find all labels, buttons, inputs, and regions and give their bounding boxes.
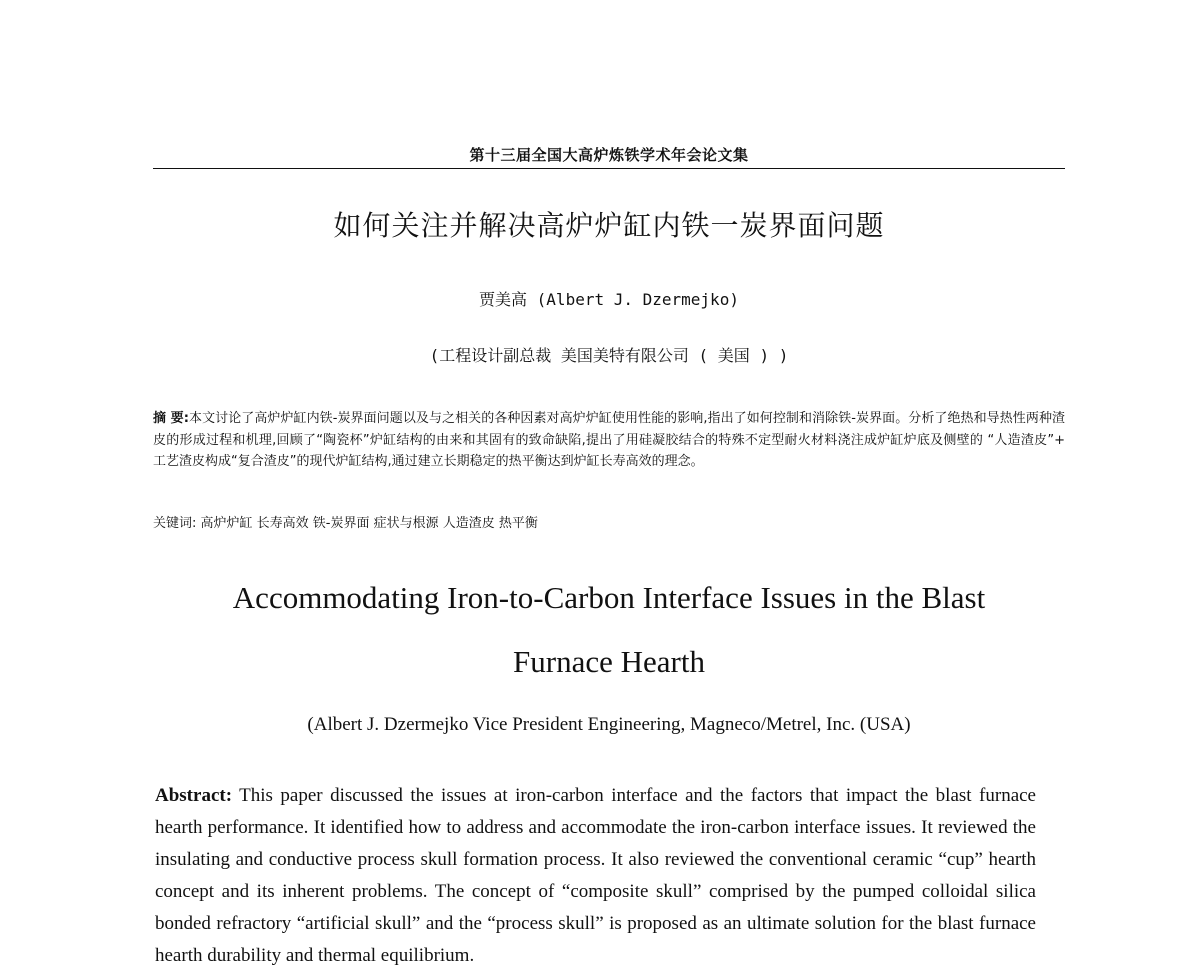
english-title-line1: Accommodating Iron-to-Carbon Interface Issues in the Blast <box>232 580 986 615</box>
chinese-keywords-text: 高炉炉缸 长寿高效 铁-炭界面 症状与根源 人造渣皮 热平衡 <box>200 516 538 531</box>
chinese-keywords <box>153 512 1065 531</box>
proceedings-header: 第十三届全国大高炉炼铁学术年会论文集 <box>469 146 749 164</box>
header-rule <box>153 168 1065 169</box>
chinese-abstract-text: 本文讨论了高炉炉缸内铁-炭界面问题以及与之相关的各种因素对高炉炉缸使用性能的影响,指出了如何控制和消除铁-炭界面。分析了绝热和导热性两种渣皮的形成过程和机理,回顾了“陶瓷杯”炉缸结构的由来和其固有的致命缺陷,提出了用硅凝胶结合的特殊不定型耐火材料浇注成炉缸炉底及侧壁的 “人造渣皮”+ 工艺渣皮构成“复合渣皮”的现代炉缸结构,通过建立长期稳定的热平衡达到炉缸长寿高效的理念。 <box>153 411 1066 469</box>
english-abstract-label: Abstract: <box>155 785 233 806</box>
english-title-line2: Furnace Hearth <box>513 644 705 679</box>
english-affiliation: (Albert J. Dzermejko Vice President Engineering, Magneco/Metrel, Inc. (USA) <box>307 714 911 735</box>
english-abstract <box>155 780 1036 972</box>
chinese-keywords-label: 关键词: <box>153 516 197 531</box>
chinese-author: 贾美高 (Albert J. Dzermejko) <box>479 290 739 309</box>
chinese-abstract-label: 摘 要: <box>153 411 189 426</box>
chinese-abstract <box>153 408 1065 473</box>
chinese-title: 如何关注并解决高炉炉缸内铁一炭界面问题 <box>333 209 885 242</box>
chinese-affiliation: (工程设计副总裁 美国美特有限公司 ( 美国 ) ) <box>429 346 789 365</box>
english-abstract-text: This paper discussed the issues at iron-carbon interface and the factors that impact the blast furnace hearth performance. It identified how to address and accommodate the iron-carbon interface issues. It reviewed the insulating and conductive process skull formation process. It also reviewed the conventional ceramic “cup” hearth concept and its inherent problems. The concept of “composite skull” comprised by the pumped colloidal silica bonded refractory “artificial skull” and the “process skull” is proposed as an ultimate solution for the blast furnace hearth durability and thermal equilibrium. <box>155 785 1036 966</box>
